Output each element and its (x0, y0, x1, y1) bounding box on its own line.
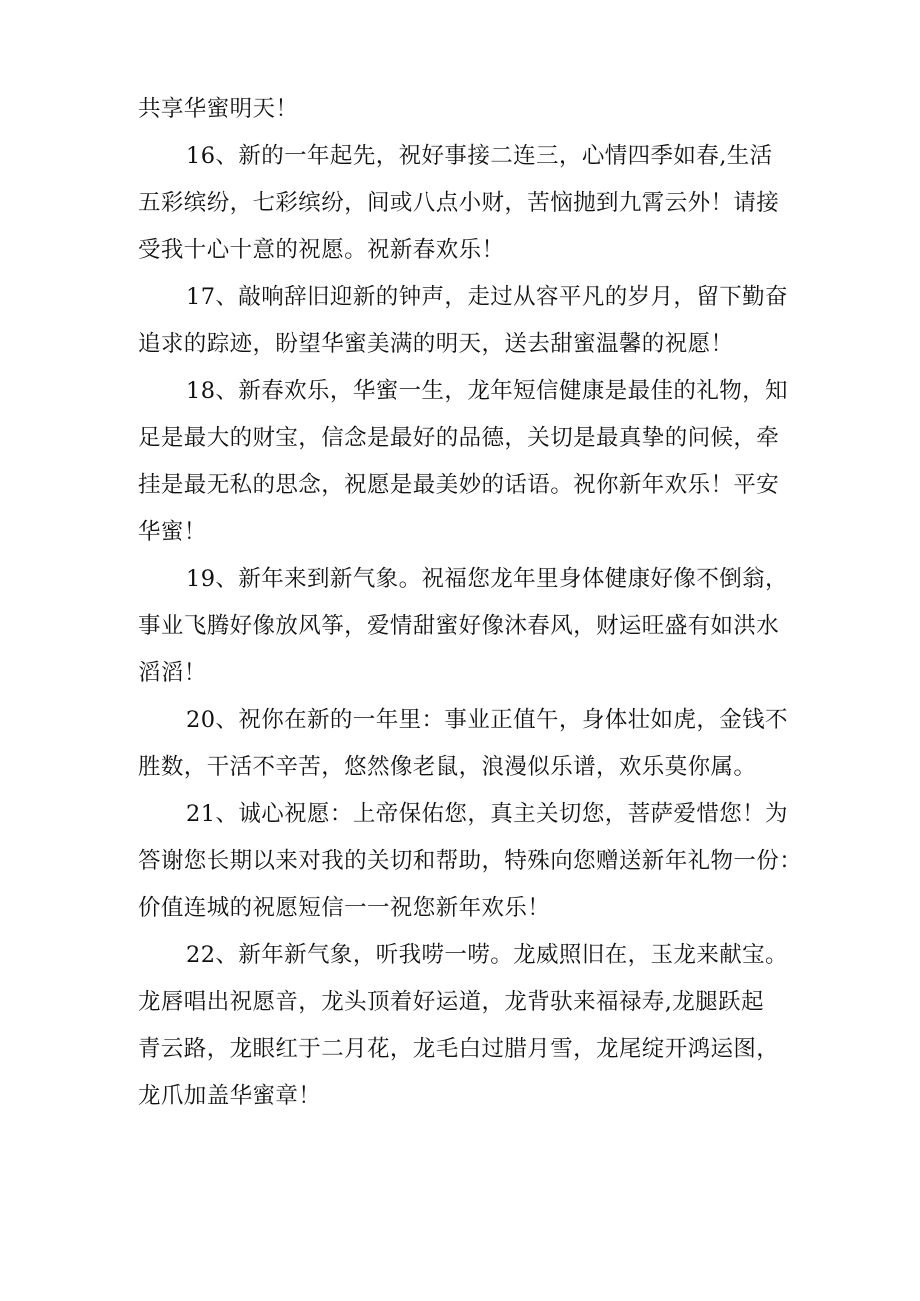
text-line: 受我十心十意的祝愿。祝新春欢乐！ (138, 237, 505, 263)
text-line: 华蜜！ (138, 519, 207, 545)
paragraph-first-line: 18、新春欢乐，华蜜一生，龙年短信健康是最佳的礼物，知 (186, 378, 788, 404)
paragraph-first-line: 17、敲响辞旧迎新的钟声，走过从容平凡的岁月，留下勤奋 (186, 284, 788, 310)
text-line: 龙唇唱出祝愿音，龙头顶着好运道，龙背驮来福禄寿,龙腿跃起 (138, 989, 764, 1015)
paragraph-first-line: 21、诚心祝愿：上帝保佑您，真主关切您，菩萨爱惜您！为 (186, 801, 788, 827)
paragraph-first-line: 16、新的一年起先，祝好事接二连三，心情四季如春,生活 (186, 143, 773, 169)
document-body (138, 95, 803, 1129)
text-line: 胜数，干活不辛苦，悠然像老鼠，浪漫似乐谱，欢乐莫你属。 (138, 754, 757, 780)
text-line: 共享华蜜明天！ (138, 96, 299, 122)
text-line: 追求的踪迹，盼望华蜜美满的明天，送去甜蜜温馨的祝愿！ (138, 331, 734, 357)
text-line: 滔滔！ (138, 660, 207, 686)
text-line: 青云路，龙眼红于二月花，龙毛白过腊月雪，龙尾绽开鸿运图， (138, 1036, 780, 1062)
text-line: 龙爪加盖华蜜章！ (138, 1083, 322, 1109)
paragraph-first-line: 22、新年新气象，听我唠一唠。龙威照旧在，玉龙来献宝。 (186, 942, 788, 968)
text-line: 足是最大的财宝，信念是最好的品德，关切是最真挚的问候，牵 (138, 425, 780, 451)
paragraph-first-line: 19、新年来到新气象。祝福您龙年里身体健康好像不倒翁， (186, 566, 788, 592)
text-line: 事业飞腾好像放风筝，爱情甜蜜好像沐春风，财运旺盛有如洪水 (138, 613, 780, 639)
paragraph-first-line: 20、祝你在新的一年里：事业正值午，身体壮如虎，金钱不 (186, 707, 788, 733)
text-line: 五彩缤纷，七彩缤纷，间或八点小财，苦恼抛到九霄云外！请接 (138, 190, 780, 216)
text-line: 价值连城的祝愿短信一一祝您新年欢乐！ (138, 895, 551, 921)
text-line: 挂是最无私的思念，祝愿是最美妙的话语。祝你新年欢乐！平安 (138, 472, 780, 498)
text-line: 答谢您长期以来对我的关切和帮助，特殊向您赠送新年礼物一份： (138, 848, 803, 874)
